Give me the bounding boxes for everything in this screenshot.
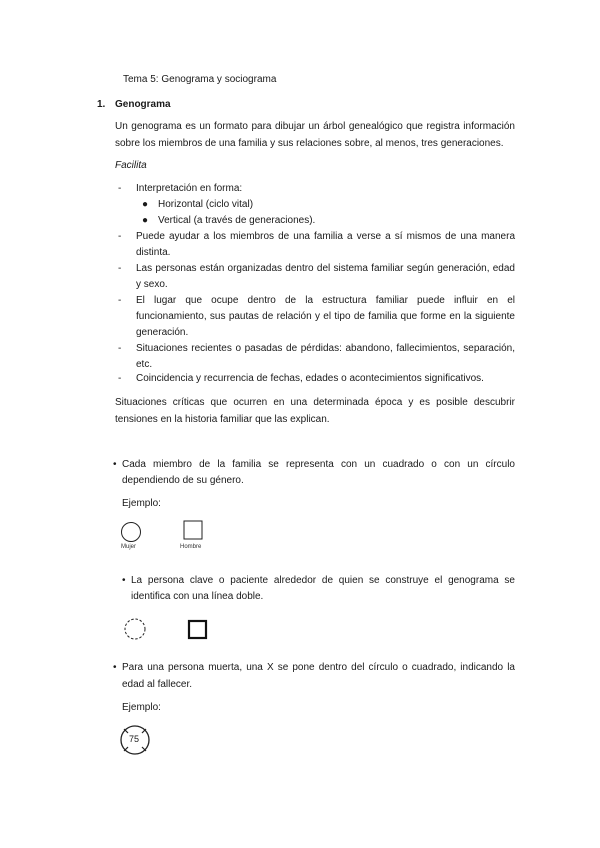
rule-1-line-1: Cada miembro de la familia se representa con un cuadrado o con un círculo xyxy=(122,459,515,470)
ejemplo-label-1: Ejemplo: xyxy=(122,498,161,509)
item-2-line-1: Las personas están organizadas dentro del sistema familiar según generación, edad xyxy=(136,263,515,274)
ejemplo-label-2: Ejemplo: xyxy=(122,702,161,713)
item-1-line-2: distinta. xyxy=(136,247,171,258)
male-square-icon xyxy=(183,520,207,544)
deceased-age: 75 xyxy=(129,734,140,744)
page-header: Tema 5: Genograma y sociograma xyxy=(123,74,277,85)
intro-line-1: Un genograma es un formato para dibujar un árbol genealógico que registra información xyxy=(115,121,515,132)
round-bullet-icon: ● xyxy=(142,215,149,226)
small-bullet-icon: • xyxy=(122,575,126,586)
interp-label: Interpretación en forma: xyxy=(136,183,243,194)
situaciones-line-1: Situaciones críticas que ocurren en una determinada época y es posible descubrir xyxy=(115,397,515,408)
item-5-line-1: Coincidencia y recurrencia de fechas, edades o acontecimientos significativos. xyxy=(136,373,484,384)
rule-3-line-2: edad al fallecer. xyxy=(122,679,193,690)
index-female-circle-icon xyxy=(122,617,150,645)
male-caption: Hombre xyxy=(180,544,202,550)
rule-3-line-1: Para una persona muerta, una X se pone dentro del círculo o cuadrado, indicando la xyxy=(122,662,515,673)
small-bullet-icon: • xyxy=(113,459,117,470)
item-3-line-2: funcionamiento, sus pautas de relación y el tipo de familia que forme en la siguiente xyxy=(136,311,515,322)
interp-horizontal: Horizontal (ciclo vital) xyxy=(158,199,254,210)
situaciones-line-2: tensiones en la historia familiar que las explican. xyxy=(115,414,330,425)
index-male-square-icon xyxy=(187,619,211,643)
rule-2-line-2: identifica con una línea doble. xyxy=(131,591,264,602)
dash-bullet: - xyxy=(118,263,122,274)
item-3-line-1: El lugar que ocupe dentro de la estructura familiar puede influir en el xyxy=(136,295,515,306)
dash-bullet: - xyxy=(118,183,122,194)
rule-2-line-1: La persona clave o paciente alrededor de quien se construye el genograma se xyxy=(131,575,515,586)
small-bullet-icon: • xyxy=(113,662,117,673)
item-4-line-1: Situaciones recientes o pasadas de pérdidas: abandono, fallecimientos, separación, xyxy=(136,343,515,354)
dash-bullet: - xyxy=(118,231,122,242)
facilita-label: Facilita xyxy=(115,160,147,171)
dash-bullet: - xyxy=(118,373,122,384)
rule-1-line-2: dependiendo de su género. xyxy=(122,475,244,486)
section-number: 1. xyxy=(97,99,106,110)
item-3-line-3: generación. xyxy=(136,327,189,338)
round-bullet-icon: ● xyxy=(142,199,149,210)
intro-line-2: sobre los miembros de una familia y sus relaciones sobre, al menos, tres generaciones. xyxy=(115,138,504,149)
item-4-line-2: etc. xyxy=(136,359,153,370)
interp-vertical: Vertical (a través de generaciones). xyxy=(158,215,316,226)
item-2-line-2: y sexo. xyxy=(136,279,168,290)
female-caption: Mujer xyxy=(121,544,137,550)
item-1-line-1: Puede ayudar a los miembros de una familia a verse a sí mismos de una manera xyxy=(136,231,515,242)
section-title: Genograma xyxy=(115,99,171,110)
dash-bullet: - xyxy=(118,343,122,354)
dash-bullet: - xyxy=(118,295,122,306)
